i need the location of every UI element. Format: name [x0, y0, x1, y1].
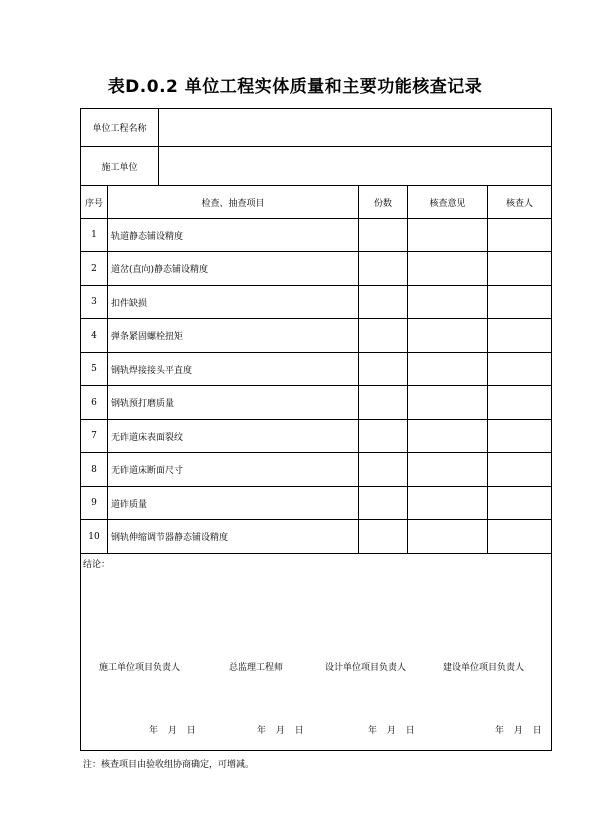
table-row [81, 353, 552, 386]
count-cell[interactable] [359, 386, 408, 420]
opinion-cell[interactable] [408, 487, 488, 520]
table-row [81, 252, 552, 286]
date-label: 年 月 日 [495, 726, 542, 736]
checker-cell[interactable] [488, 520, 552, 554]
row-number: 6 [81, 386, 108, 420]
opinion-header: 核查意见 [408, 186, 488, 219]
row-item: 扣件缺损 [108, 286, 359, 319]
checker-cell[interactable] [488, 453, 552, 487]
row-number: 7 [81, 420, 108, 453]
checker-cell[interactable] [488, 487, 552, 520]
column-header-row [81, 186, 552, 219]
seq-header: 序号 [81, 186, 108, 219]
table-row [81, 520, 552, 554]
row-item: 道岔(直向)静态铺设精度 [108, 252, 359, 286]
record-form [80, 108, 552, 751]
project-name-field[interactable] [159, 109, 552, 147]
item-header: 检查、抽查项目 [108, 186, 359, 219]
count-cell[interactable] [359, 353, 408, 386]
checker-cell[interactable] [488, 386, 552, 420]
opinion-cell[interactable] [408, 286, 488, 319]
conclusion-section[interactable] [81, 554, 552, 751]
conclusion-row [81, 554, 552, 751]
checker-cell[interactable] [488, 286, 552, 319]
count-cell[interactable] [359, 319, 408, 353]
row-number: 5 [81, 353, 108, 386]
page-title: 表D.0.2 单位工程实体质量和主要功能核查记录 [107, 77, 483, 97]
designer-manager-signature-label: 设计单位项目负责人 [325, 663, 407, 673]
opinion-cell[interactable] [408, 252, 488, 286]
table-row [81, 219, 552, 252]
date-label: 年 月 日 [149, 726, 196, 736]
contractor-manager-signature-label: 施工单位项目负责人 [99, 663, 181, 673]
project-name-row [81, 109, 552, 147]
checker-header: 核查人 [488, 186, 552, 219]
row-item: 钢轨焊接接头平直度 [108, 353, 359, 386]
count-cell[interactable] [359, 453, 408, 487]
table-row [81, 453, 552, 487]
count-cell[interactable] [359, 520, 408, 554]
opinion-cell[interactable] [408, 219, 488, 252]
checker-cell[interactable] [488, 420, 552, 453]
row-item: 轨道静态铺设精度 [108, 219, 359, 252]
row-number: 8 [81, 453, 108, 487]
footnote: 注：核查项目由验收组协商确定，可增减。 [83, 760, 255, 770]
count-cell[interactable] [359, 219, 408, 252]
count-cell[interactable] [359, 286, 408, 319]
count-cell[interactable] [359, 420, 408, 453]
row-item: 弹条紧固螺栓扭矩 [108, 319, 359, 353]
owner-manager-signature-label: 建设单位项目负责人 [443, 663, 525, 673]
row-number: 4 [81, 319, 108, 353]
opinion-cell[interactable] [408, 353, 488, 386]
row-number: 10 [81, 520, 108, 554]
contractor-label: 施工单位 [81, 147, 159, 186]
opinion-cell[interactable] [408, 520, 488, 554]
opinion-cell[interactable] [408, 319, 488, 353]
table-row [81, 286, 552, 319]
count-header: 份数 [359, 186, 408, 219]
project-name-label: 单位工程名称 [81, 109, 159, 147]
checker-cell[interactable] [488, 353, 552, 386]
checker-cell[interactable] [488, 252, 552, 286]
checker-cell[interactable] [488, 319, 552, 353]
checker-cell[interactable] [488, 219, 552, 252]
conclusion-label: 结论： [83, 560, 111, 570]
opinion-cell[interactable] [408, 386, 488, 420]
date-label: 年 月 日 [368, 726, 415, 736]
row-number: 3 [81, 286, 108, 319]
row-item: 道砟质量 [108, 487, 359, 520]
opinion-cell[interactable] [408, 453, 488, 487]
table-row [81, 386, 552, 420]
row-number: 2 [81, 252, 108, 286]
table-row [81, 319, 552, 353]
row-number: 1 [81, 219, 108, 252]
chief-supervisor-signature-label: 总监理工程师 [229, 663, 284, 673]
opinion-cell[interactable] [408, 420, 488, 453]
row-item: 钢轨伸缩调节器静态铺设精度 [108, 520, 359, 554]
row-number: 9 [81, 487, 108, 520]
contractor-row [81, 147, 552, 186]
table-row [81, 420, 552, 453]
contractor-field[interactable] [159, 147, 552, 186]
row-item: 无砟道床表面裂纹 [108, 420, 359, 453]
row-item: 钢轨预打磨质量 [108, 386, 359, 420]
table-row [81, 487, 552, 520]
date-label: 年 月 日 [257, 726, 304, 736]
count-cell[interactable] [359, 252, 408, 286]
count-cell[interactable] [359, 487, 408, 520]
row-item: 无砟道床断面尺寸 [108, 453, 359, 487]
